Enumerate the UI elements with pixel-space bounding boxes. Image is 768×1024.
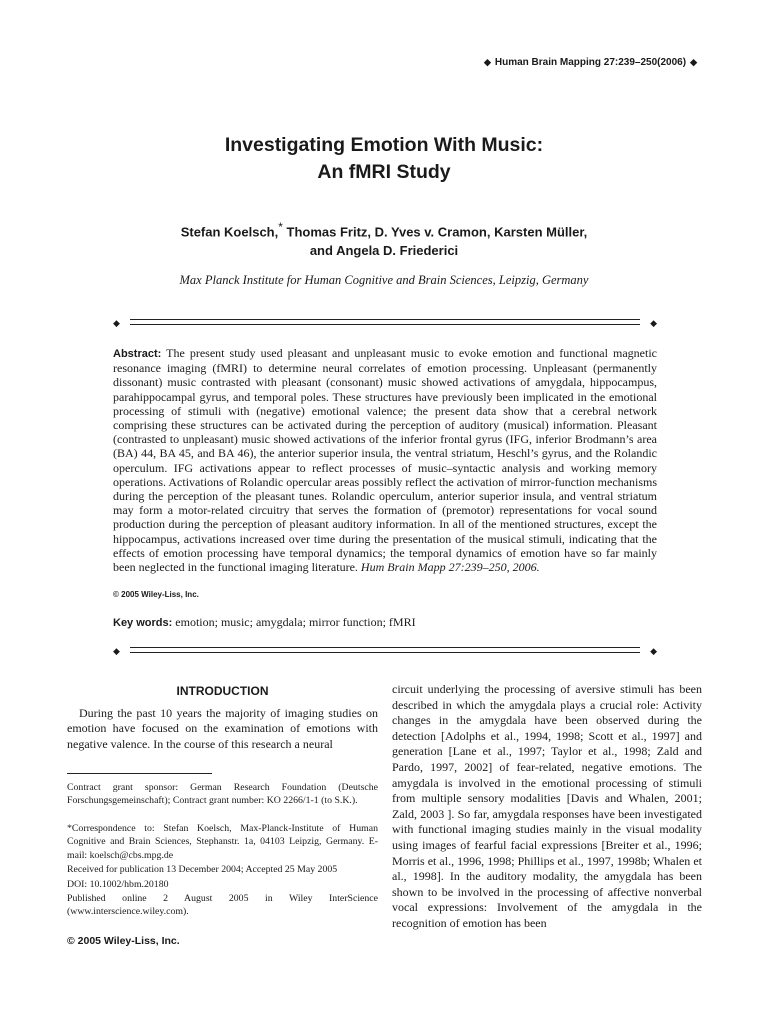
footer-copyright: © 2005 Wiley-Liss, Inc. <box>67 935 180 947</box>
abstract-copyright: © 2005 Wiley-Liss, Inc. <box>113 590 199 599</box>
footnote-doi: DOI: 10.1002/hbm.20180 <box>67 879 169 890</box>
author-line-2: and Angela D. Friederici <box>309 243 459 259</box>
diamond-icon: ◆ <box>113 318 120 328</box>
abstract-text: The present study used pleasant and unpleasant music to evoke emotion and functional magnetic resonance imaging (fMRI) to determine neural correlates of emotion processing. Unpleasant (permanently dissonant) music contrasted with pleasant (consonant) music showed activations of amygdala, hippocampus, parahippocampal gyrus, and temporal poles. These structures have previously been implicated in the emotional processing of stimuli with (negative) emotional valence; the present data show that a cerebral network comprising these structures can be activated during the perception of auditory (musical) information. Pleasant (contrasted to unpleasant) music showed activations of the inferior frontal gyrus (IFG, inferior Brodmann’s area (BA) 44, BA 45, and BA 46), the anterior superior insula, the ventral striatum, Heschl’s gyrus, and the Rolandic operculum. IFG activations appear to reflect processes of music–syntactic analysis and working memory operations. Activations of Rolandic opercular areas possibly reflect the activation of mirror-function mechanisms during the perception of the pleasant tunes. Rolandic operculum, anterior superior insula, and ventral striatum may form a motor-related circuitry that serves the formation of (premotor) representations for vocal sound production during the perception of pleasant auditory information. In all of the mentioned structures, except the hippocampus, activations increased over time during the presentation of the musical stimuli, indicating that the effects of emotion processing have temporal dynamics; the temporal dynamics of emotion have so far mainly been neglected in the functional imaging literature. <box>113 346 657 575</box>
running-header <box>480 57 701 68</box>
title-line-2: An fMRI Study <box>317 161 451 183</box>
author-line-1 <box>0 218 768 241</box>
journal-citation: Human Brain Mapping 27:239–250(2006) <box>494 57 687 68</box>
footnote-rule <box>67 773 212 774</box>
author-names-rest: Thomas Fritz, D. Yves v. Cramon, Karsten Müller, <box>282 224 588 240</box>
diamond-icon: ◆ <box>113 646 120 656</box>
intro-right-column <box>392 682 702 932</box>
section-divider-bottom <box>113 645 657 659</box>
abstract <box>113 346 657 574</box>
intro-paragraph: During the past 10 years the majority of imaging studies on emotion have focused on the examination of emotions with negative valence. In the course of this research a neural <box>67 706 378 751</box>
keywords <box>113 615 416 630</box>
paper-title <box>0 132 768 186</box>
keywords-label: Key words: <box>113 617 173 629</box>
section-heading-introduction: INTRODUCTION <box>176 684 269 698</box>
footnote-published: Published online 2 August 2005 in Wiley InterScience (www.interscience.wiley.com). <box>67 893 378 918</box>
diamond-icon: ◆ <box>483 57 491 67</box>
footnote-correspondence: *Correspondence to: Stefan Koelsch, Max-Planck-Institute of Human Cognitive and Brain Sciences, Stephanstr. 1a, 04103 Leipzig, Germany. E-mail: koelsch@cbs.mpg.de <box>67 823 378 861</box>
author-list <box>0 218 768 260</box>
section-divider-top <box>113 317 657 331</box>
footnote-sponsor: Contract grant sponsor: German Research Foundation (Deutsche Forschungsgemeinschaft); Contract grant number: KO 2266/1-1 (to S.K.). <box>67 782 378 807</box>
keywords-text: emotion; music; amygdala; mirror function; fMRI <box>172 615 416 629</box>
abstract-label: Abstract: <box>113 348 162 360</box>
intro-left-column <box>67 706 378 752</box>
double-rule <box>130 647 640 653</box>
title-line-1: Investigating Emotion With Music: <box>224 134 544 156</box>
footnote-received: Received for publication 13 December 2004; Accepted 25 May 2005 <box>67 864 338 875</box>
diamond-icon: ◆ <box>650 318 657 328</box>
intro-paragraph-continued: circuit underlying the processing of aversive stimuli has been described in which the amygdala plays a crucial role: Activity changes in the amygdala have been observed during the detection [Adolphs et al., 1994, 1998; Scott et al., 1997] and generation [Lane et al., 1997; Taylor et al., 1998; Zald and Pardo, 1997, 2002] of fear-related, negative emotions. The amygdala is involved in the emotional processing of stimuli from multiple sensory modalities [Davis and Whalen, 2001; Zald, 2003 ]. So far, amygdala responses have been investigated with functional imaging studies mainly in the visual modality using images of fearful facial expressions [Breiter et al., 1996; Morris et al., 1996, 1998; Phillips et al., 1997, 1998b; Whalen et al., 1998]. In the auditory modality, the amygdala has been shown to be involved in the processing of affective nonverbal vocal expressions: Involvement of the amygdala in the recognition of emotion has been <box>392 682 702 930</box>
author-name-koelsch: Stefan Koelsch, <box>180 224 279 240</box>
diamond-icon: ◆ <box>650 646 657 656</box>
affiliation: Max Planck Institute for Human Cognitive and Brain Sciences, Leipzig, Germany <box>179 273 589 287</box>
abstract-citation: Hum Brain Mapp 27:239–250, 2006. <box>357 560 540 575</box>
double-rule <box>130 319 640 325</box>
diamond-icon: ◆ <box>690 57 697 67</box>
correspondence-mark: * <box>278 220 283 234</box>
